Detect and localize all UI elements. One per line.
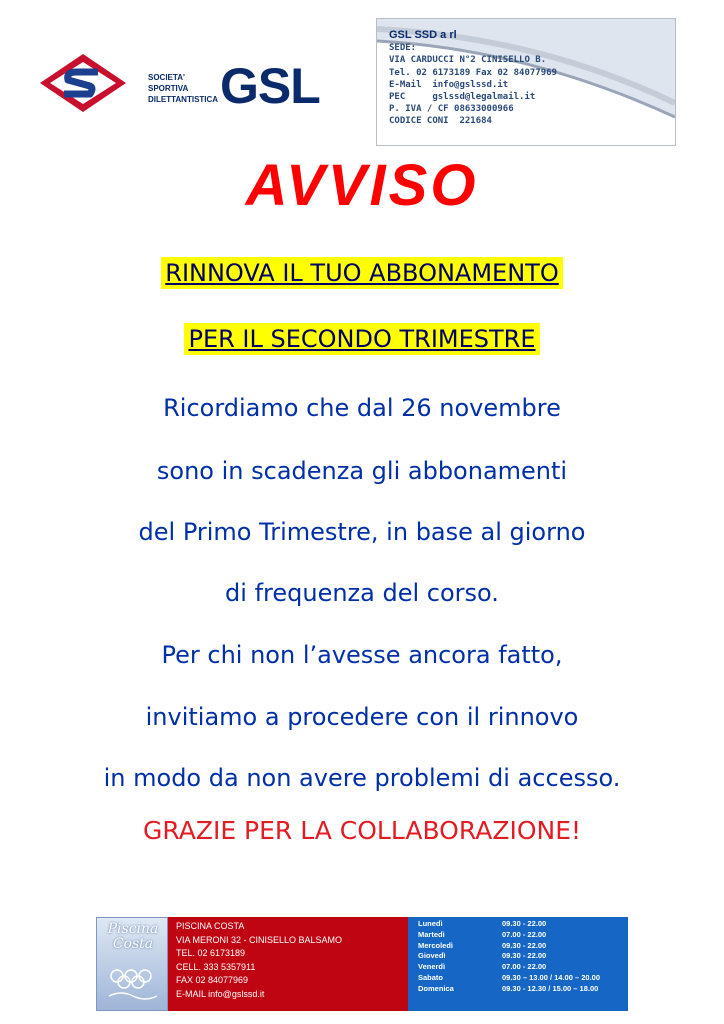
body-line: Ricordiamo che dal 26 novembre	[163, 394, 561, 422]
hours-row	[418, 973, 628, 984]
contact-pec[interactable]: PEC gslssd@legalmail.it	[389, 92, 536, 103]
hours-row	[418, 951, 628, 962]
logo-text	[100, 922, 166, 952]
hours-time: 07.00 - 22.00	[502, 929, 547, 939]
pool-fax: FAX 02 84077969	[176, 975, 249, 985]
headline-renew-text: RINNOVA IL TUO ABBONAMENTO	[161, 257, 562, 289]
hours-day: Martedì	[418, 929, 445, 939]
org-type-line: DILETTANTISTICA	[148, 95, 219, 104]
contact-title: GSL SSD a rl	[389, 29, 457, 41]
headline-quarter	[0, 322, 724, 356]
body-line: del Primo Trimestre, in base al giorno	[138, 518, 586, 546]
body-line: di frequenza del corso.	[225, 579, 499, 607]
headline-quarter-text: PER IL SECONDO TRIMESTRE	[184, 323, 539, 355]
hours-row	[418, 930, 628, 941]
pool-phone[interactable]: TEL. 02 6173189	[176, 948, 246, 958]
opening-hours	[408, 917, 628, 1011]
pool-address: VIA MERONI 32 - CINISELLO BALSAMO	[176, 934, 343, 945]
hours-day: Domenica	[418, 983, 454, 993]
contact-line: CODICE CONI 221684	[389, 116, 492, 127]
pool-mobile[interactable]: CELL. 333 5357911	[176, 961, 256, 972]
hours-time: 09.30 - 22.00	[502, 951, 547, 961]
contact-line: SEDE:	[389, 43, 417, 54]
hours-time: 07.00 - 22.00	[502, 962, 547, 972]
pool-name: PISCINA COSTA	[176, 921, 245, 931]
org-type-line: SOCIETA'	[148, 73, 185, 82]
hours-row	[418, 941, 628, 952]
org-type-line: SPORTIVA	[148, 84, 189, 93]
logo-text-line: Costa	[112, 936, 154, 952]
hours-row	[418, 919, 628, 930]
contact-details	[389, 29, 557, 128]
footer-contacts	[168, 917, 408, 1011]
body-line: in modo da non avere problemi di accesso.	[103, 764, 621, 792]
hours-row	[418, 962, 628, 973]
notice-title: AVVISO	[245, 153, 479, 218]
contact-line: P. IVA / CF 08633000966	[389, 104, 514, 115]
body-line: sono in scadenza gli abbonamenti	[156, 457, 568, 485]
headline-renew	[0, 256, 724, 290]
brand-wordmark: GSL	[220, 58, 320, 114]
hours-day: Lunedì	[418, 919, 443, 928]
hours-day: Sabato	[418, 972, 444, 982]
org-type-label	[148, 72, 218, 105]
hours-time: 09.30 - 22.00	[502, 940, 547, 950]
body-line: Per chi non l’avesse ancora fatto,	[161, 641, 563, 669]
hours-time: 09.30 - 12.30 / 15.00 – 18.00	[502, 983, 599, 993]
logo-text-line: Piscina	[107, 921, 159, 937]
contact-email[interactable]: E-Mail info@gslssd.it	[389, 79, 509, 90]
footer-banner	[96, 917, 628, 1011]
hours-row	[418, 984, 628, 995]
hours-day: Venerdì	[418, 962, 446, 972]
hours-time: 09.30 – 13.00 / 14.00 – 20.00	[502, 972, 601, 982]
contact-line: Tel. 02 6173189 Fax 02 84077969	[389, 67, 557, 78]
hours-day: Giovedì	[418, 951, 446, 961]
pool-email[interactable]: E-MAIL info@gslssd.it	[176, 988, 265, 999]
gsl-logo-icon	[38, 52, 128, 114]
contact-line: VIA CARDUCCI N°2 CINISELLO B.	[389, 55, 547, 66]
hours-day: Mercoledì	[418, 940, 454, 950]
piscina-costa-logo	[96, 917, 168, 1011]
contact-card	[376, 18, 676, 146]
olympic-rings-icon	[107, 966, 159, 1002]
body-line: invitiamo a procedere con il rinnovo	[145, 703, 579, 731]
thanks-message: GRAZIE PER LA COLLABORAZIONE!	[142, 816, 582, 845]
hours-time: 09.30 - 22.00	[502, 919, 547, 928]
